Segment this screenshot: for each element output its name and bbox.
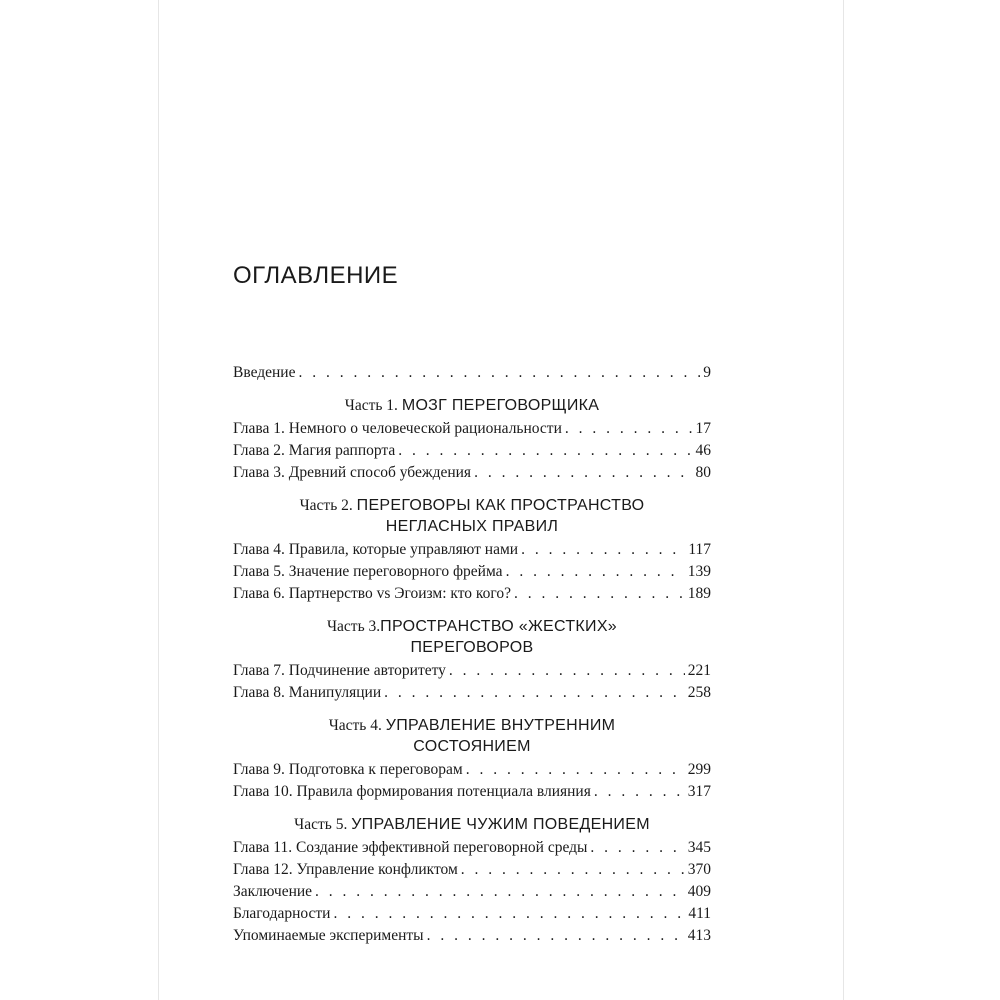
entry-title: Глава 11. Создание эффективной переговорной среды [233, 839, 588, 856]
part-heading-5 [233, 814, 711, 835]
part-name: УПРАВЛЕНИЕ ВНУТРЕННИМ [385, 717, 616, 734]
toc-entry [233, 418, 711, 440]
part-name: МОЗГ ПЕРЕГОВОРЩИКА [401, 397, 600, 414]
entry-title: Глава 6. Партнерство vs Эгоизм: кто кого? [233, 585, 512, 602]
toc-entry-intro [233, 362, 711, 384]
part-heading-3 [233, 616, 711, 658]
toc-entry-experiments [233, 925, 711, 947]
toc-entry [233, 660, 711, 682]
dot-leader [461, 859, 685, 881]
entry-page: 80 [695, 464, 711, 481]
entry-page: 139 [687, 563, 711, 580]
dot-leader [466, 759, 685, 781]
entry-page: 411 [688, 905, 711, 922]
part-name: ПРОСТРАНСТВО «ЖЕСТКИХ» [380, 618, 618, 635]
entry-title: Глава 1. Немного о человеческой рациональности [233, 420, 562, 437]
dot-leader [427, 925, 685, 947]
entry-title: Глава 5. Значение переговорного фрейма [233, 563, 503, 580]
entry-page: 221 [687, 662, 711, 679]
part-heading-1 [233, 395, 711, 416]
entry-page: 9 [703, 364, 711, 381]
part-name-line2: СОСТОЯНИЕМ [413, 738, 531, 755]
part-label: Часть 3. [326, 618, 381, 635]
toc-entry [233, 539, 711, 561]
toc-entry [233, 759, 711, 781]
toc-entry [233, 561, 711, 583]
entry-title: Глава 10. Правила формирования потенциала влияния [233, 783, 591, 800]
part-label: Часть 4. [328, 717, 382, 734]
dot-leader [474, 462, 692, 484]
part-name-line2: ПЕРЕГОВОРОВ [410, 639, 534, 656]
dot-leader [506, 561, 685, 583]
toc-entry [233, 837, 711, 859]
toc-heading: ОГЛАВЛЕНИЕ [233, 262, 399, 289]
entry-title: Глава 4. Правила, которые управляют нами [233, 541, 519, 558]
entry-title: Глава 3. Древний способ убеждения [233, 464, 472, 481]
table-of-contents [233, 362, 711, 947]
entry-page: 299 [687, 761, 711, 778]
entry-title: Введение [233, 364, 296, 381]
dot-leader [398, 440, 692, 462]
part-label: Часть 1. [344, 397, 398, 414]
toc-entry-acknowledgements [233, 903, 711, 925]
entry-page: 413 [687, 927, 711, 944]
entry-page: 46 [695, 442, 711, 459]
dot-leader [298, 362, 700, 384]
entry-title: Заключение [233, 883, 313, 900]
dot-leader [514, 583, 685, 605]
entry-page: 17 [695, 420, 711, 437]
part-label: Часть 5. [294, 816, 348, 833]
toc-entry [233, 781, 711, 803]
toc-entry [233, 682, 711, 704]
dot-leader [594, 781, 685, 803]
part-name: ПЕРЕГОВОРЫ КАК ПРОСТРАНСТВО [356, 497, 645, 514]
entry-page: 317 [687, 783, 711, 800]
entry-page: 370 [687, 861, 711, 878]
part-name: УПРАВЛЕНИЕ ЧУЖИМ ПОВЕДЕНИЕМ [351, 816, 650, 833]
dot-leader [333, 903, 685, 925]
toc-entry [233, 859, 711, 881]
part-heading-2 [233, 495, 711, 537]
dot-leader [315, 881, 685, 903]
dot-leader [449, 660, 685, 682]
entry-page: 189 [687, 585, 711, 602]
entry-title: Благодарности [233, 905, 331, 922]
entry-title: Глава 8. Манипуляции [233, 684, 382, 701]
entry-title: Упоминаемые эксперименты [233, 927, 424, 944]
entry-page: 345 [687, 839, 711, 856]
dot-leader [521, 539, 685, 561]
entry-title: Глава 12. Управление конфликтом [233, 861, 458, 878]
toc-entry [233, 583, 711, 605]
entry-title: Глава 2. Магия раппорта [233, 442, 396, 459]
toc-entry-conclusion [233, 881, 711, 903]
part-label: Часть 2. [299, 497, 353, 514]
dot-leader [384, 682, 685, 704]
toc-entry [233, 440, 711, 462]
part-heading-4 [233, 715, 711, 757]
entry-page: 258 [687, 684, 711, 701]
entry-page: 117 [688, 541, 711, 558]
entry-page: 409 [687, 883, 711, 900]
entry-title: Глава 9. Подготовка к переговорам [233, 761, 463, 778]
entry-title: Глава 7. Подчинение авторитету [233, 662, 446, 679]
dot-leader [590, 837, 684, 859]
toc-entry [233, 462, 711, 484]
dot-leader [565, 418, 693, 440]
part-name-line2: НЕГЛАСНЫХ ПРАВИЛ [385, 518, 559, 535]
